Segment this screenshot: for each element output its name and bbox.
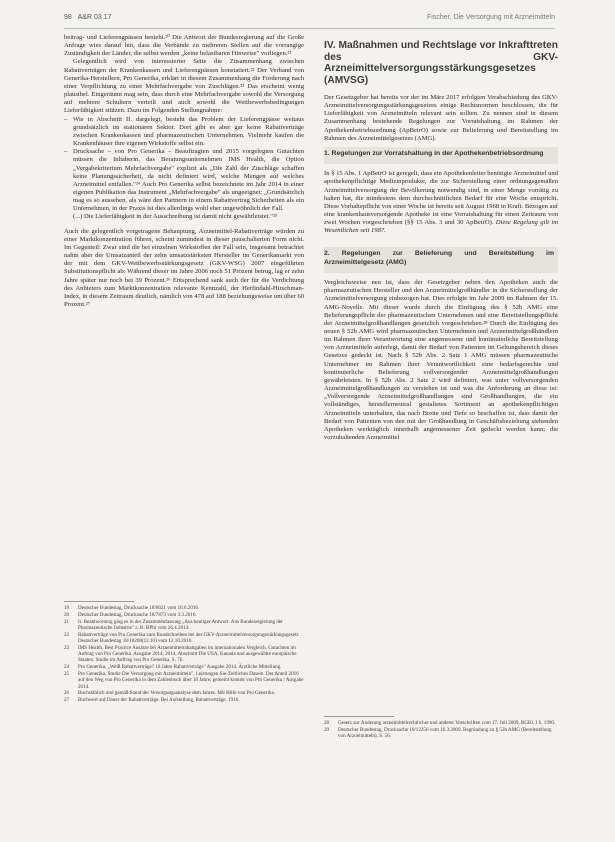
- footnote: 21 Ir. Beantwortung ging es in der Zusammenfassung „Aus heutiger Antwort. Aus Bundesregierung der Pharmazeutische Industrie" z. B. BPhl vom 26.4.2013.: [64, 618, 283, 631]
- footnote: 25 Pro Generika, Studie Die Versorgung mit Arzneimitteln", Leistungen Sie-Zeitliches Dasein. Der Anteil 2016 auf den Weg von Pro Generika in dem Zahlenbuch über 10 Jahre; gemeint kommt von Pro Generika / Ausgabe 2014.: [64, 670, 304, 690]
- page-header: [64, 14, 555, 26]
- chapter-title: IV. Maßnahmen und Rechtslage vor Inkrafttreten des GKV-Arzneimittelversorgungsstärkungsgesetzes (AMVSG): [324, 40, 558, 86]
- footnote: 28 Gesetz zur Änderung arzneimittelrechtlicher und anderer Vorschriften vom 17. Juli 2009, BGBl. I S. 1990.: [324, 720, 556, 726]
- right-footnotes: [324, 720, 558, 820]
- italic-note: Diese Regelung gilt im Wesentlichen seit 1987.: [324, 219, 558, 235]
- header-rule: [64, 28, 555, 29]
- footnote: 24 Pro Generika, „Weiß Rabattverträge? 10 Jahre Rabattverträge" Ausgabe 2014. Ärztliche Mitteilung.: [64, 664, 282, 671]
- footnote-rule: [324, 716, 394, 717]
- running-title: Fischer, Die Versorgung mit Arzneimitteln: [427, 14, 555, 21]
- footnote: 27 Buchwert auf Dauer der Rabattverträge. Bei Aufstellung, Rabattverträge, 1916.: [64, 697, 240, 704]
- paragraph: Auch die gelegentlich vorgetragene Behauptung, Arzneimittel-Rabattverträge würden zu einer Marktkonzentration führen, scheint zumindest in dieser pauschalierten Form nicht. Im Gegenteil: Zwar sind die bei einzelnen Wirkstoffen der Fall sein, insgesamt betrachtet nahm aber der Umsatzanteil der zehn umsatzstärksten Hersteller im Generikamarkt von der mit dem GKV-Wettbewerbsstärkungsgesetz (GKV-WSG) 2007 eingeführten Substitutionspflicht ab: Während dieser im Jahre 2006 noch 51 Prozent betrug, lag er zehn Jahre später nur noch bei 39 Prozent.²⁶ Entsprechend sank auch der für die Verdichtung des Anbieters zum Marktkonzentration relevante Kennzahl, der Herfindahl-Hirschman-Index, in diesem Zeitraum deutlich, nämlich von 478 auf 188 beziehungsweise um über 60 Prozent.²⁷: [64, 227, 304, 308]
- footnote: 19 Deutscher Bundestag, Drucksache 18/6621 vom 10.6.2016.: [64, 605, 200, 611]
- footnote: 22 Rabattverträge von Pro Generika zum Rundschreiben bei der GKV-Arzneimittelversorgungsstärkungsgesetz Deutscher Bundestag 18/10208(12.10) vom 12.10.2016.: [64, 631, 299, 644]
- section-heading: 2. Regelungen zur Belieferung und Bereitstellung im Arzneimittelgesetz (AMG): [324, 250, 554, 266]
- section-heading-box: [324, 147, 558, 164]
- footnote: 26 Buchstäblich und gemäß Stand der Versorgungsanalyse dem Jahres. Mit Hilfe von Pro Generika.: [64, 690, 276, 697]
- footnote: 23 IMS Health, Best Practice Ansätze bei Arzneimittelrabattgaben im internationalen Vergleich. Gutachten im Auftrag von Pro Generika. Ausgabe 2014, 2014, Abschnitt Die USA, Kanada und ausgewählte europäische Staaten. Studie im Auftrag von Pro Generika, S. 76.: [64, 644, 297, 664]
- paragraph: In § 15 Abs. 1 ApBetrO ist geregelt, dass ein Apothekenleiter benötigte Arzneimittel und apothekenpflichtige Medizinprodukte, die zur Sicherstellung einer ordnungsgemäßen Arzneimittelversorgung der Bevölkerung notwendig sind, in einer Menge vorrätig zu halten hat, die mindestens dem durchschnittlichen Bedarf für eine Woche entspricht. Diese Vorhaltepflicht von einer Woche ist bereits seit August 1968 in Kraft. Bezogen auf eine krankenhausversorgende Apotheke ist eine Vorratshaltung für einen Zeitraum von zwei Wochen vorgeschrieben (§§ 15 Abs. 3 und 30 ApBetrO). Diese Regelung gilt im Wesentlichen seit 1987.: [324, 170, 558, 235]
- bullet-item: – Wie in Abschnitt II. dargelegt, besteht das Problem der Lieferengpässe weitaus grundsätzlich im stationären Sektor. Dort gibt es aber gar keine Rabattverträge zwischen Krankenkassen und pharmazeutischen Unternehmen. Vielmehr kaufen die Krankenhäuser ihre eigenen Wirkstoffe selbst ein.: [64, 116, 304, 149]
- page-number-journal: 98 A&R 03 17: [64, 14, 112, 21]
- quote: (...) Die Lieferfähigkeit in der Ausschreibung ist damit nicht gewährleistet."²⁵: [73, 213, 278, 221]
- section-heading-box: [324, 247, 558, 273]
- footnote: 20 Deutscher Bundestag, Drucksache 18/7873 vom 3.3.2016.: [64, 611, 197, 618]
- paragraph: Vergleichsweise neu ist, dass der Gesetzgeber neben den Apotheken auch die pharmazeutischen Hersteller und den Arzneimittelgroßhändler in die Sicherstellung der Arzneimittelversorgung einbezogen hat. Dies erfolgte im Jahr 2009 im Rahmen der 15. AMG-Novelle. Mit dieser wurde durch die Einfügung des § 52b AMG eine Belieferungspflicht der pharmazeutischen Unternehmen und eine Bereitstellungspflicht der Arzneimittelgroßhandlungen gesetzlich vorgeschrieben.²⁸ Durch die Einfügung des neuen § 52b AMG wird pharmazeutischen Unternehmen und Arzneimittelgroßhändlern im Rahmen ihrer Verantwortung eine angemessene und kontinuierliche Bereitstellung von Arzneimitteln auferlegt, damit der Bedarf von Patienten im Geltungsbereich dieses Gesetzes gedeckt ist. Nach § 52b Abs. 2 Satz 1 AMG müssen pharmazeutische Unternehmer im Rahmen ihrer Verantwortlichkeit eine bedarfsgerechte und kontinuierliche Belieferung vollversorgender Arzneimittelgroßhandlungen gewährleisten. In § 52b Abs. 2 Satz 2 wird definiert, was unter vollversorgenden Arzneimittelgroßhandlungen zu verstehen ist und was die Anforderung an diese ist: „Vollversorgende Arzneimittelgroßhandlungen sind Großhandlungen, die ein vollständiges, herstellerneutral gestaltetes Sortiment an apothekenpflichtigen Arzneimitteln unterhalten, das nach Breite und Tiefe so beschaffen ist, dass damit der Bedarf von Patienten von den mit der Großhandlung in Geschäftsbeziehung stehenden Apotheken werktäglich innerhalb angemessener Zeit gedeckt werden kann; die vorzuhaltenden Arzneimittel: [324, 279, 558, 442]
- left-column: [64, 34, 304, 594]
- bullet-item: – Drucksache – von Pro Generika – Beauftragten und 2015 vorgelegten Gutachten müssen die Inhaberin, das Beratungsunternehmen IMS Health, die Option „Vergabekriterium Mehrfachvergabe" explizit als „Die Zahl der Zuschläge schaffen keine Planungssicherheit, da nicht definiert wird, welche Mengen auf welches Arzneimittel entfallen."²⁴ Auch Pro Generika selbst bezeichnete im Jahr 2014 in einer eigenen Publikation das Instrument „Mehrfachvergabe" als ungeeignet: „Grundsätzlich mag es so aussehen, als wäre den Partnern in einem Rabattvertrag Sicherheiten als ein Unternehmen, in der Praxis ist dies allerdings wohl eher ungewöhnlich der Fall.: [64, 148, 304, 213]
- right-column: [324, 34, 558, 814]
- paragraph: beitrag- und Lieferengpässen besteht.²⁰ Die Antwort der Bundesregierung auf die Große Anfrage wies darauf hin, dass die Verbände zu mehreren Stellen auf die vorrangige Zuständigkeit der Länder, die selbst werden „keine belastbaren Hinweise" vorliegen.²¹: [64, 34, 304, 58]
- paragraph: Gelegentlich wird von interessierter Seite die Zusammenhang zwischen Rabattverträgen der Krankenkassen und Lieferengpässen konstatiert.²² Der Verband von Generika-Herstellern, Pro Generika, erklärt in diesem Zusammenhang die Forderung nach einer Verpflichtung zu einer Mehrfachvergabe von Zuschlägen.²³ Das erscheint wenig plausibel. Eingeräumt mag sein, dass durch eine Mehrfachvergabe sowohl die Versorgung auf mehrere Schultern verteilt und auch sowohl die Wettbewerbsbedingungen Lieferfähigkeit stützen. Dazu im Folgenden Stellungnahme:: [64, 58, 304, 115]
- footnote: 29 Deutscher Bundestag, Drucksache 16/12256 vom 16.3.2009, Begründung zu § 52b AMG (Bereitstellung von Arzneimitteln), S. 56.: [324, 726, 552, 740]
- paragraph: Der Gesetzgeber hat bereits vor der im März 2017 erfolgten Verabschiedung des GKV-Arzneimittelversorgungsstärkungsgesetzes einige Rechtsnormen beschlossen, die für Lieferfähigkeit von Arzneimitteln relevant sein sollten. Zu nennen sind in diesem Zusammenhang bestehende Regelungen zur Vorratshaltung im Rahmen der Apothekenbetriebsordnung (ApBetrO) sowie zur Belieferung und Bereitstellung im Rahmen des Arzneimittelgesetzes (AMG).: [324, 94, 558, 142]
- section-heading: 1. Regelungen zur Vorratshaltung in der Apothekenbetriebsordnung: [324, 149, 544, 157]
- left-footnotes: [64, 605, 304, 837]
- footnote-rule: [64, 601, 134, 602]
